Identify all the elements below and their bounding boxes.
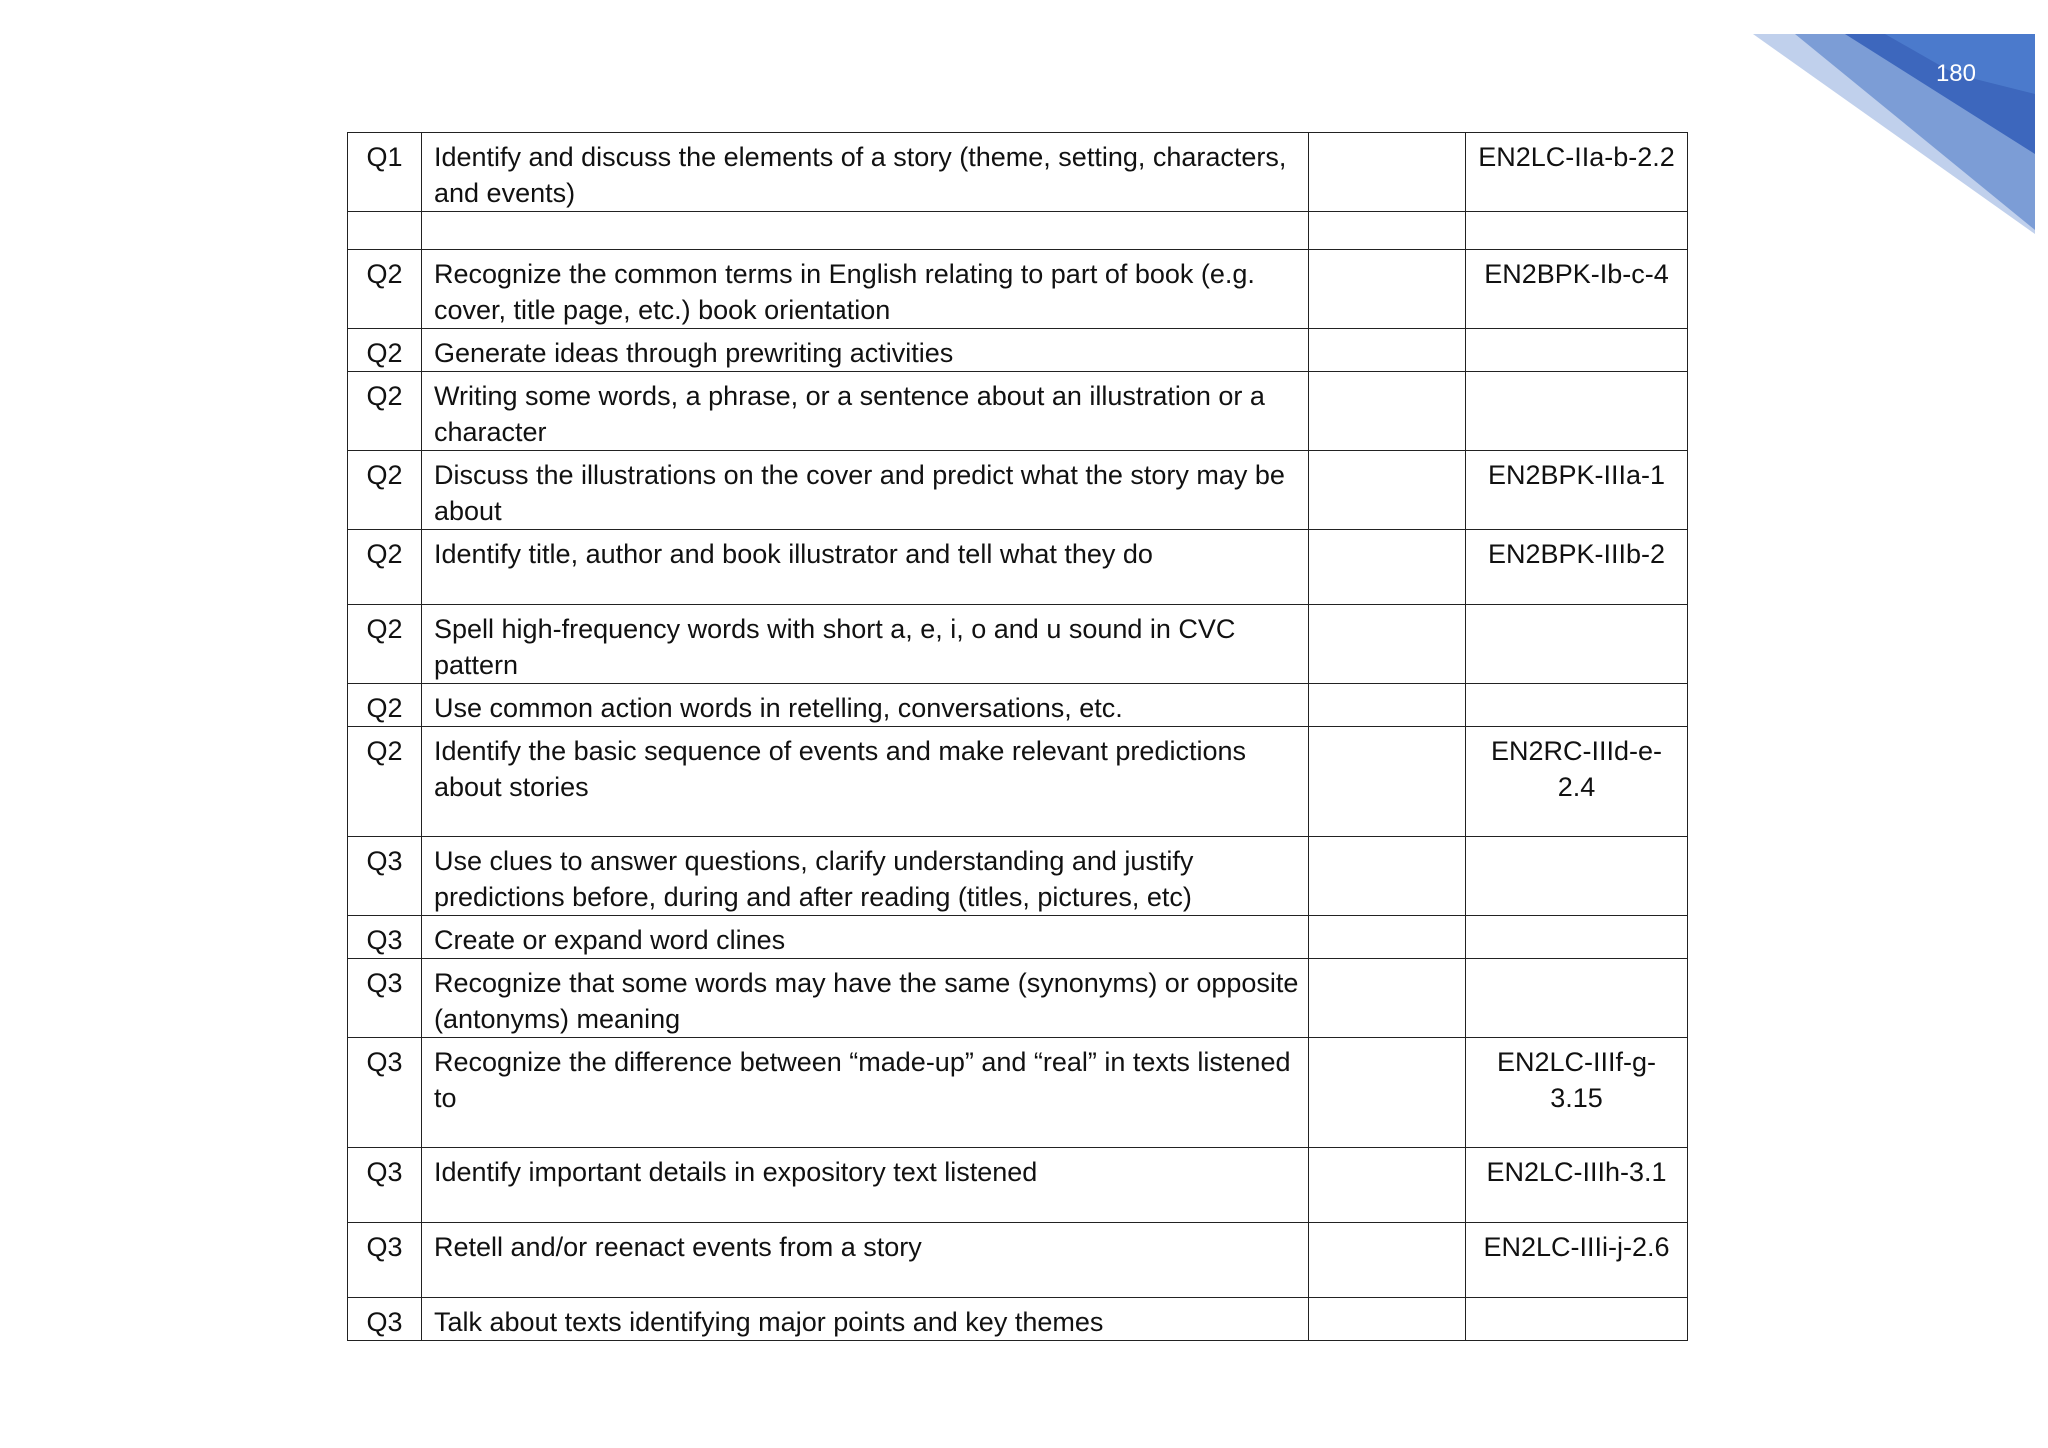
table-row [348, 1223, 1688, 1298]
blank-cell [1309, 605, 1466, 684]
competency-table [347, 132, 1688, 1341]
competency-cell: Identify and discuss the elements of a story (theme, setting, characters, and events) [422, 133, 1309, 212]
competency-cell: Identify the basic sequence of events and make relevant predictions about stories [422, 727, 1309, 837]
competency-cell: Identify title, author and book illustrator and tell what they do [422, 530, 1309, 605]
quarter-cell: Q2 [348, 727, 422, 837]
table-row [348, 329, 1688, 372]
code-cell [1466, 684, 1688, 727]
quarter-cell: Q3 [348, 837, 422, 916]
code-cell [1466, 1298, 1688, 1341]
code-cell [1466, 959, 1688, 1038]
blank-cell [1309, 133, 1466, 212]
table-row [348, 372, 1688, 451]
quarter-cell: Q2 [348, 684, 422, 727]
quarter-cell: Q2 [348, 329, 422, 372]
competency-cell: Talk about texts identifying major points and key themes [422, 1298, 1309, 1341]
competency-cell: Identify important details in expository text listened [422, 1148, 1309, 1223]
competency-cell: Use clues to answer questions, clarify understanding and justify predictions before, during and after reading (titles, pictures, etc) [422, 837, 1309, 916]
code-cell: EN2LC-IIa-b-2.2 [1466, 133, 1688, 212]
table-row [348, 605, 1688, 684]
blank-cell [1309, 329, 1466, 372]
quarter-cell: Q3 [348, 1298, 422, 1341]
competency-cell: Spell high-frequency words with short a, e, i, o and u sound in CVC pattern [422, 605, 1309, 684]
code-cell: EN2BPK-IIIa-1 [1466, 451, 1688, 530]
quarter-cell: Q2 [348, 372, 422, 451]
code-cell: EN2LC-IIIi-j-2.6 [1466, 1223, 1688, 1298]
table-row [348, 837, 1688, 916]
code-cell [1466, 837, 1688, 916]
competency-cell [422, 212, 1309, 250]
table-row [348, 212, 1688, 250]
blank-cell [1309, 684, 1466, 727]
quarter-cell: Q3 [348, 959, 422, 1038]
quarter-cell: Q3 [348, 1038, 422, 1148]
table-row [348, 1148, 1688, 1223]
blank-cell [1309, 959, 1466, 1038]
blank-cell [1309, 1148, 1466, 1223]
competency-cell: Generate ideas through prewriting activities [422, 329, 1309, 372]
code-cell [1466, 605, 1688, 684]
competency-cell: Use common action words in retelling, conversations, etc. [422, 684, 1309, 727]
code-cell [1466, 916, 1688, 959]
blank-cell [1309, 212, 1466, 250]
competency-cell: Discuss the illustrations on the cover and predict what the story may be about [422, 451, 1309, 530]
table-row [348, 727, 1688, 837]
competency-cell: Recognize that some words may have the same (synonyms) or opposite (antonyms) meaning [422, 959, 1309, 1038]
corner-decoration [1735, 34, 2035, 234]
quarter-cell: Q2 [348, 605, 422, 684]
page-number: 180 [1935, 60, 1976, 87]
competency-cell: Retell and/or reenact events from a story [422, 1223, 1309, 1298]
table-row [348, 684, 1688, 727]
blank-cell [1309, 530, 1466, 605]
table-row [348, 959, 1688, 1038]
code-cell [1466, 329, 1688, 372]
blank-cell [1309, 250, 1466, 329]
blank-cell [1309, 1298, 1466, 1341]
code-cell [1466, 212, 1688, 250]
table-row [348, 451, 1688, 530]
code-cell: EN2LC-IIIh-3.1 [1466, 1148, 1688, 1223]
blank-cell [1309, 837, 1466, 916]
table-row [348, 916, 1688, 959]
blank-cell [1309, 451, 1466, 530]
competency-cell: Create or expand word clines [422, 916, 1309, 959]
quarter-cell: Q3 [348, 916, 422, 959]
competency-cell: Writing some words, a phrase, or a sentence about an illustration or a character [422, 372, 1309, 451]
table-row [348, 530, 1688, 605]
blank-cell [1309, 727, 1466, 837]
competency-cell: Recognize the difference between “made-up” and “real” in texts listened to [422, 1038, 1309, 1148]
code-cell: EN2BPK-Ib-c-4 [1466, 250, 1688, 329]
blank-cell [1309, 916, 1466, 959]
table-row [348, 1038, 1688, 1148]
quarter-cell [348, 212, 422, 250]
table-row [348, 250, 1688, 329]
blank-cell [1309, 1223, 1466, 1298]
quarter-cell: Q3 [348, 1223, 422, 1298]
quarter-cell: Q1 [348, 133, 422, 212]
quarter-cell: Q2 [348, 451, 422, 530]
blank-cell [1309, 372, 1466, 451]
table-row [348, 133, 1688, 212]
code-cell [1466, 372, 1688, 451]
quarter-cell: Q2 [348, 530, 422, 605]
code-cell: EN2LC-IIIf-g-3.15 [1466, 1038, 1688, 1148]
blank-cell [1309, 1038, 1466, 1148]
code-cell: EN2BPK-IIIb-2 [1466, 530, 1688, 605]
table-row [348, 1298, 1688, 1341]
competency-cell: Recognize the common terms in English relating to part of book (e.g. cover, title page, etc.) book orientation [422, 250, 1309, 329]
quarter-cell: Q2 [348, 250, 422, 329]
code-cell: EN2RC-IIId-e-2.4 [1466, 727, 1688, 837]
competency-table-body [348, 133, 1688, 1341]
quarter-cell: Q3 [348, 1148, 422, 1223]
